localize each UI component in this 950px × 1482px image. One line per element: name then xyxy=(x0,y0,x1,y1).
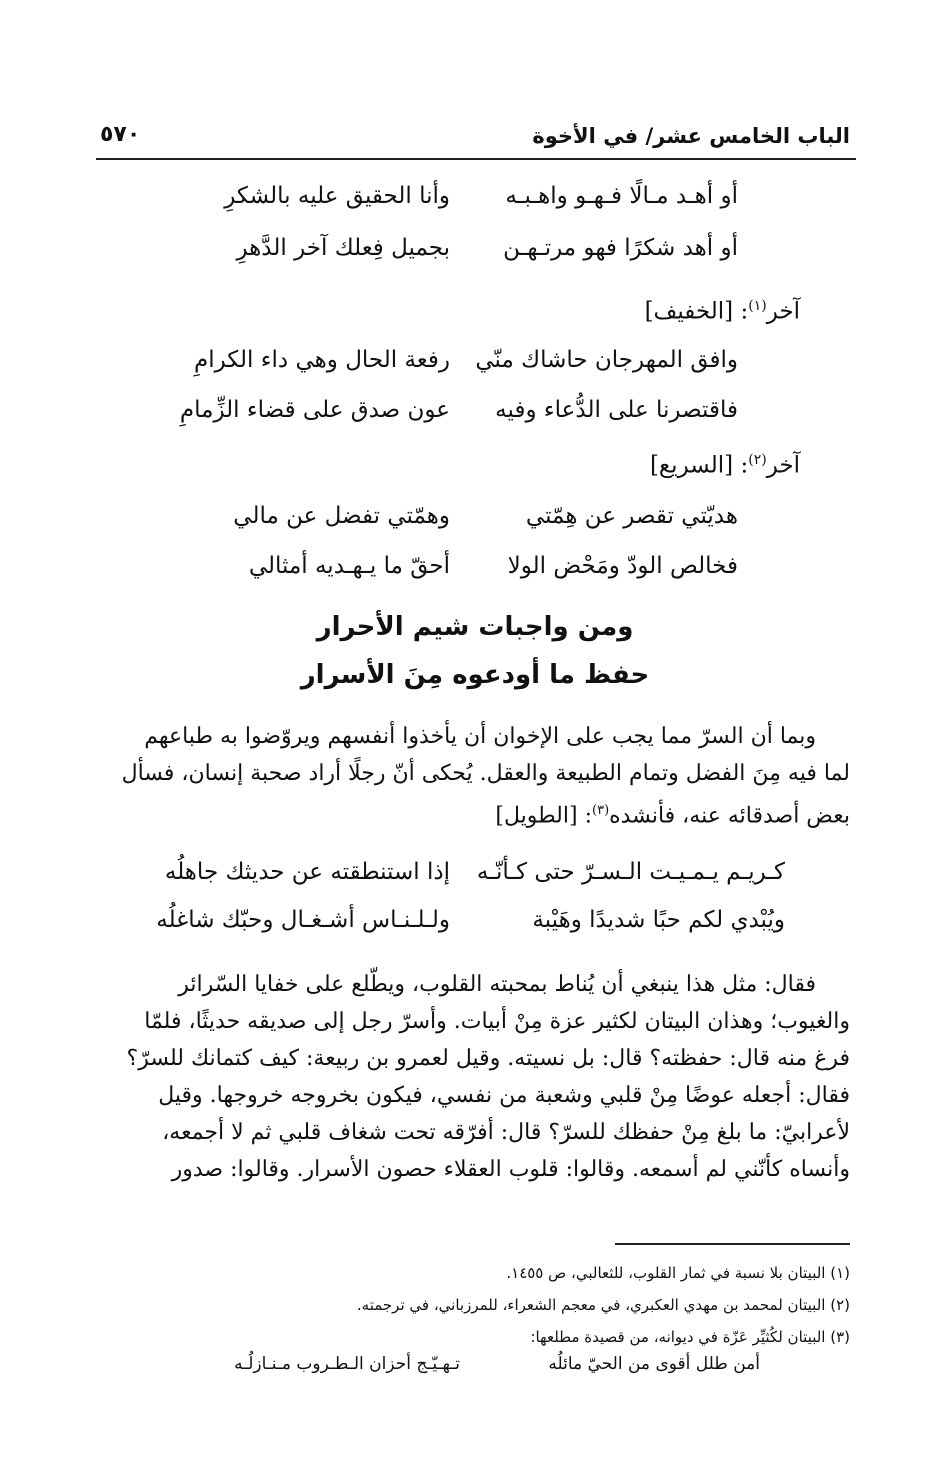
paragraph-line: فقال: مثل هذا ينبغي أن يُناط بمحبته القلوب، ويطّلع على خفايا السّرائر xyxy=(178,972,816,997)
verse-first-hemistich: وافق المهرجان حاشاك منّي xyxy=(475,347,738,373)
paragraph-line: وأنساه كأنّني لم أسمعه. وقالوا: قلوب العقلاء حصون الأسرار. وقالوا: صدور xyxy=(171,1157,850,1182)
verse-line xyxy=(0,852,950,892)
paragraph-line: فقال: أجعله عوضًا مِنْ قلبي وشعبة من نفسي، فيكون بخروجه خروجها. وقيل xyxy=(158,1083,850,1108)
footnote-ref: (٢) xyxy=(748,452,767,468)
verse-intro xyxy=(645,286,800,332)
footnote-ref: (٣) xyxy=(592,803,610,818)
section-heading: ومن واجبات شيم الأحرار xyxy=(316,612,634,642)
verse-second-hemistich: وهمّتي تفضل عن مالي xyxy=(233,503,450,529)
paragraph-line: وبما أن السرّ مما يجب على الإخوان أن يأخذوا أنفسهم ويروّضوا به طباعهم xyxy=(144,724,816,749)
verse-line xyxy=(0,546,950,586)
footnote: (٢) البيتان لمحمد بن مهدي العكبري، في معجم الشعراء، للمرزباني، في ترجمته. xyxy=(356,1296,850,1314)
verse-line xyxy=(0,900,950,940)
verse-second-hemistich: ولـلـنـاس أشـغـال وحبّك شاغلُه xyxy=(156,907,450,933)
verse-second-hemistich: إذا استنطقته عن حديثك جاهلُه xyxy=(164,859,450,885)
verse-first-hemistich: أو أهـد مـالًا فـهـو واهـبـه xyxy=(505,183,738,209)
footnote: (٣) البيتان لكُثيِّر عَزّة في ديوانه، من قصيدة مطلعها: xyxy=(530,1328,850,1346)
verse-line xyxy=(0,390,950,430)
running-title: الباب الخامس عشر/ في الأخوة xyxy=(532,124,850,148)
footnote-ref: (١) xyxy=(748,298,767,314)
paragraph-line: لأعرابيّ: ما بلغ مِنْ حفظك للسرّ؟ قال: أفرّقه تحت شغاف قلبي ثم لا أجمعه، xyxy=(162,1120,850,1145)
intro-text: آخر xyxy=(766,298,800,325)
verse-line xyxy=(0,340,950,380)
poem-block xyxy=(0,176,950,276)
paragraph-line xyxy=(90,792,850,834)
verse-first-hemistich: أو أهد شكرًا فهو مرتـهـن xyxy=(503,235,738,261)
paragraph xyxy=(90,718,850,834)
paragraph-text: بعض أصدقائه عنه، فأنشده xyxy=(609,803,850,829)
footnote-rule xyxy=(615,1243,850,1245)
meter-label: : [الطويل] xyxy=(495,803,592,829)
verse-intro xyxy=(650,440,800,486)
verse-first-hemistich: أمن طلل أقوى من الحيّ مائلُه xyxy=(548,1354,760,1374)
verse-second-hemistich: رفعة الحال وهي داء الكرامِ xyxy=(193,347,450,373)
intro-text: آخر xyxy=(766,452,800,479)
verse-first-hemistich: ويُبْدي لكم حبًا شديدًا وهَيْبة xyxy=(532,907,785,933)
section-subheading: حفظ ما أودعوه مِنَ الأسرار xyxy=(300,660,650,690)
paragraph xyxy=(90,966,850,1188)
verse-first-hemistich: كـريـم يـمـيـت الـسـرّ حتى كـأنّـه xyxy=(476,859,785,885)
footnote: (١) البيتان بلا نسبة في ثمار القلوب، للثعالبي، ص ١٤٥٥. xyxy=(506,1264,850,1282)
footnote-verse xyxy=(0,1354,950,1388)
verse-second-hemistich: تـهـيّـج أحزان الـطـروب مـنـازلُـه xyxy=(234,1354,460,1374)
page-number: ٥٧٠ xyxy=(100,122,141,147)
verse-line xyxy=(0,176,950,216)
poem-block xyxy=(0,496,950,596)
meter-label: : [الخفيف] xyxy=(644,298,749,325)
verse-first-hemistich: فاقتصرنا على الدُّعاء وفيه xyxy=(495,397,738,423)
verse-first-hemistich: هديّتي تقصر عن هِمّتي xyxy=(525,503,738,529)
verse-line xyxy=(0,496,950,536)
poem-block xyxy=(0,340,950,440)
verse-line xyxy=(0,228,950,268)
verse-first-hemistich: فخالص الودّ ومَحْض الولا xyxy=(507,553,738,579)
verse-second-hemistich: أحقّ ما يـهـديه أمثالي xyxy=(248,553,450,579)
paragraph-line: لما فيه مِنَ الفضل وتمام الطبيعة والعقل. يُحكى أنّ رجلًا أراد صحبة إنسان، فسأل xyxy=(121,761,850,786)
poem-block xyxy=(0,852,950,952)
verse-second-hemistich: بجميل فِعلك آخر الدَّهرِ xyxy=(236,235,450,261)
paragraph-line: فرغ منه قال: حفظته؟ قال: بل نسيته. وقيل لعمرو بن ربيعة: كيف كتمانك للسرّ؟ xyxy=(126,1046,850,1071)
verse-second-hemistich: وأنا الحقيق عليه بالشكرِ xyxy=(224,183,450,209)
meter-label: : [السريع] xyxy=(649,452,749,479)
header-rule xyxy=(96,158,856,160)
paragraph-line: والغيوب؛ وهذان البيتان لكثير عزة مِنْ أبيات. وأسرّ رجل إلى صديقه حديثًا، فلمّا xyxy=(144,1009,850,1034)
verse-second-hemistich: عون صدق على قضاء الزِّمامِ xyxy=(179,397,450,423)
